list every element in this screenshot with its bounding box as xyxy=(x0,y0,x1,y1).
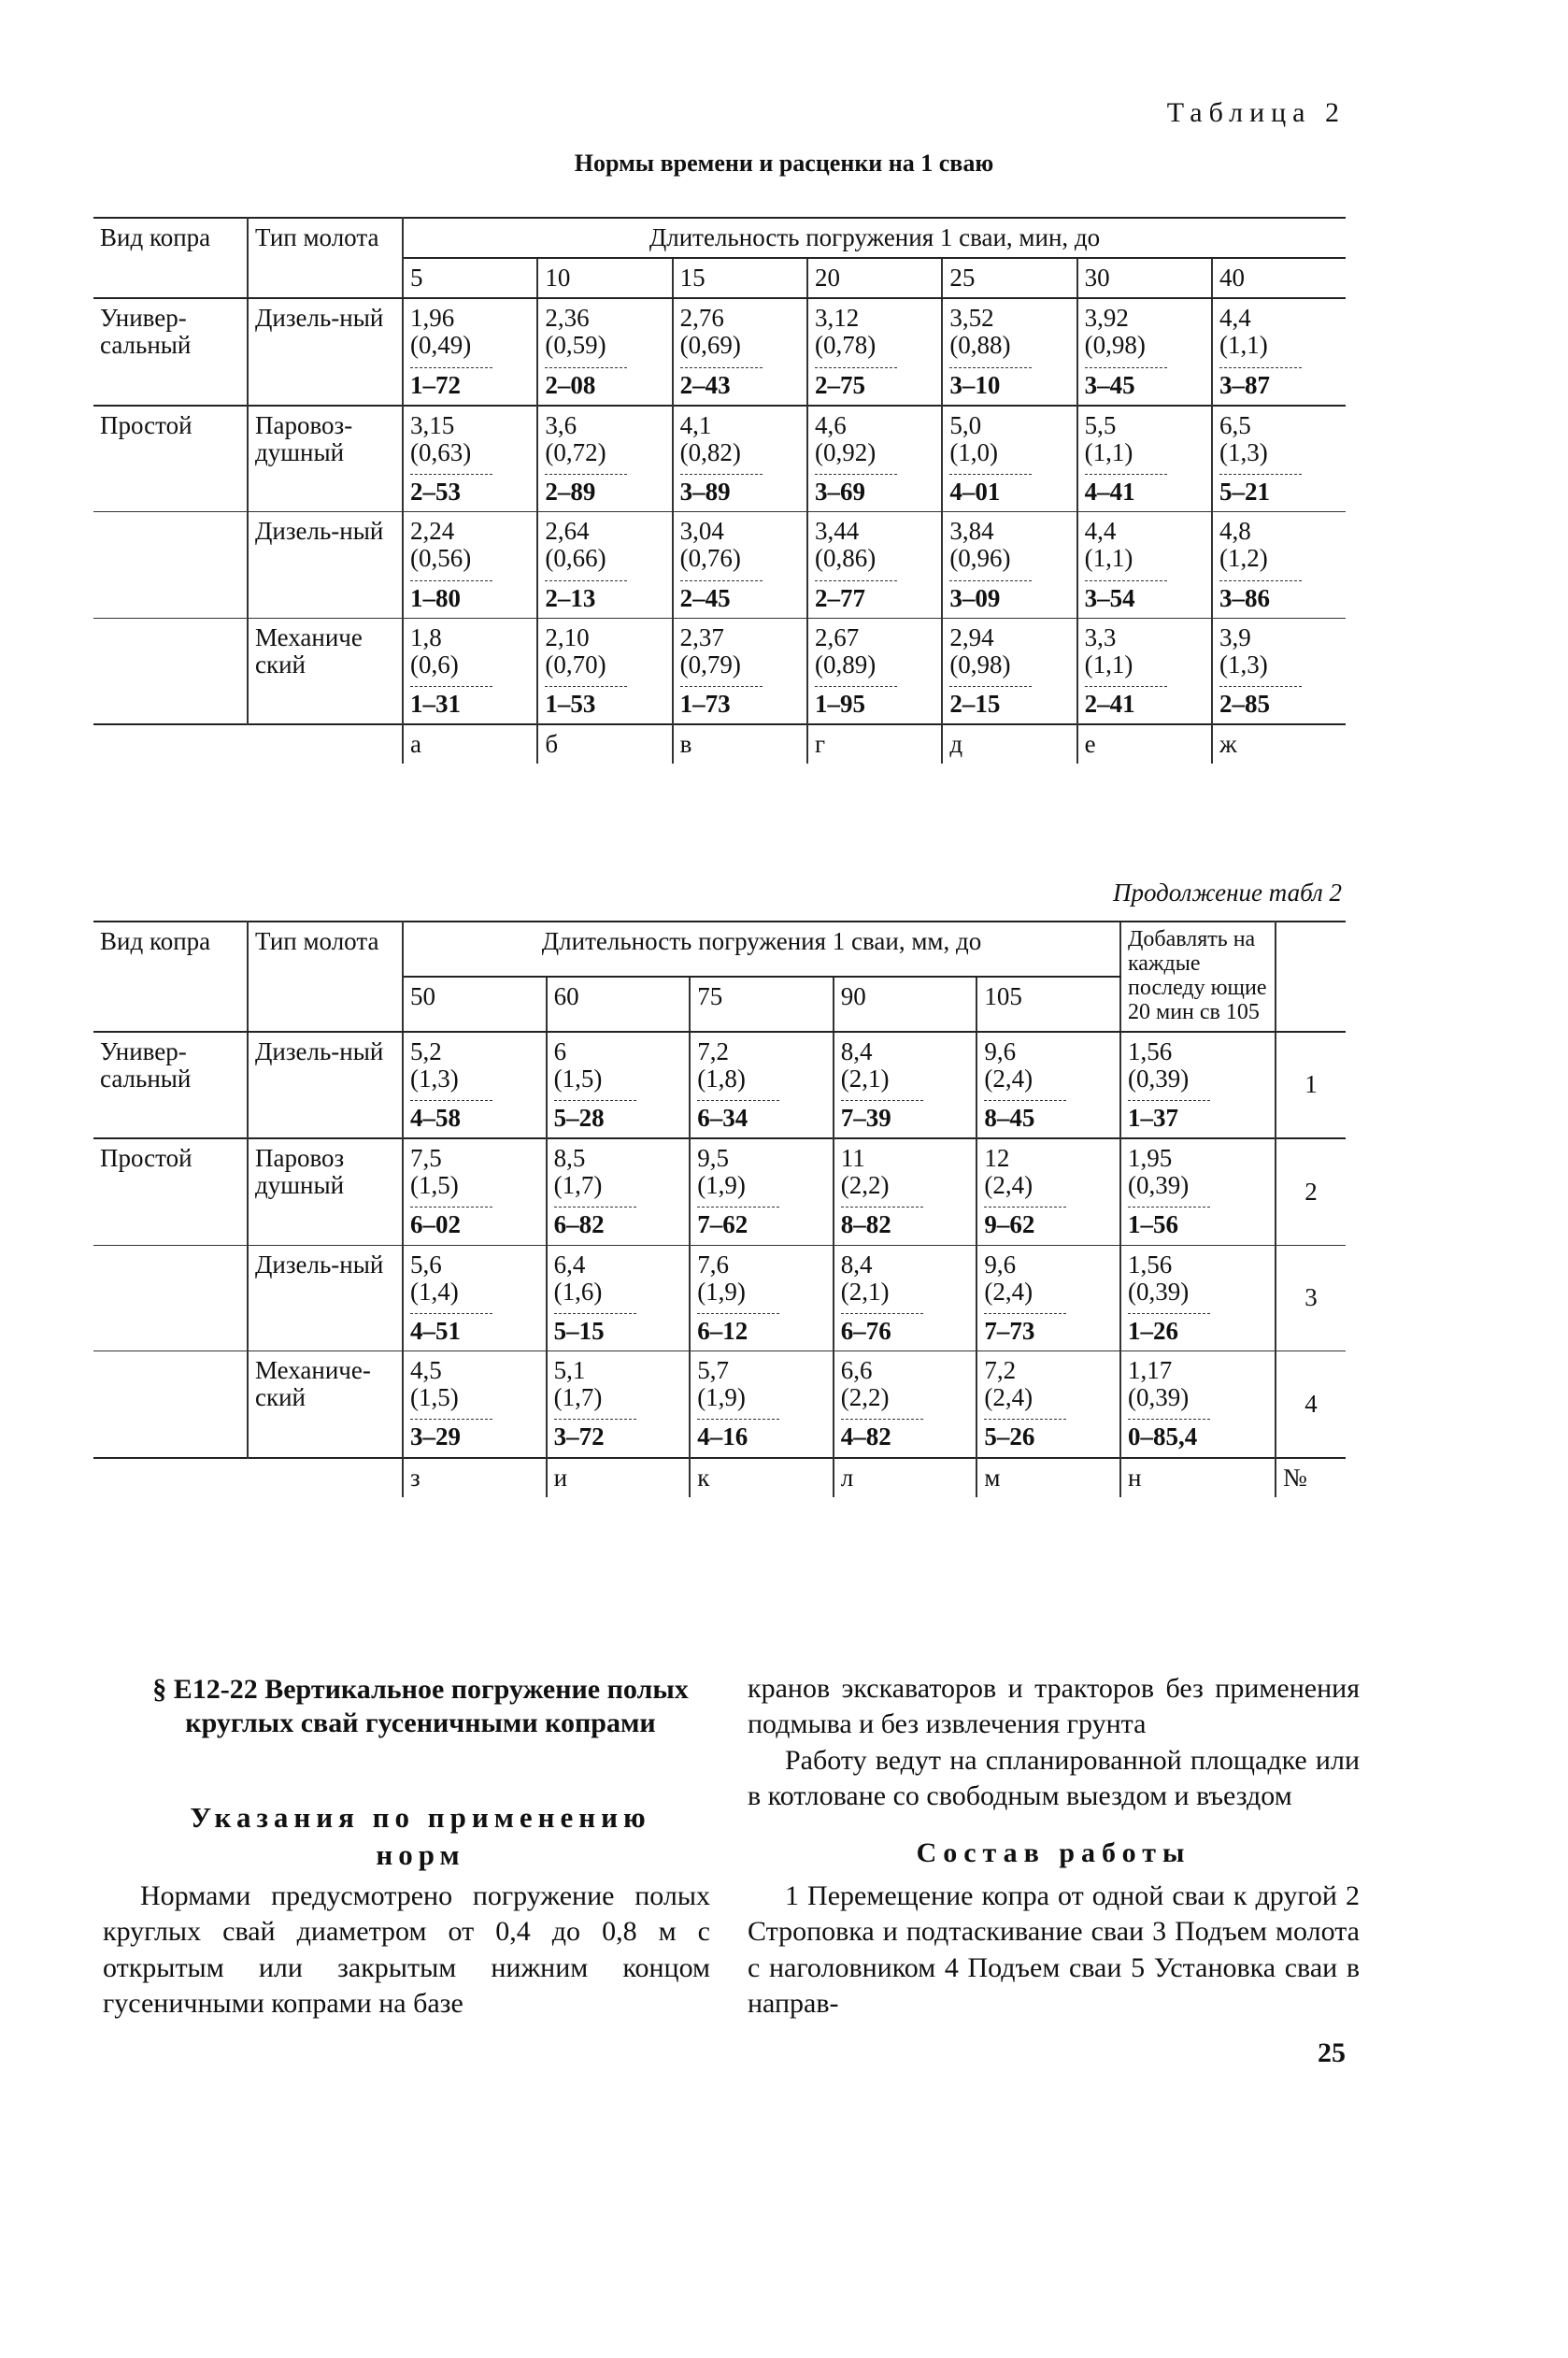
rate: 4–16 xyxy=(697,1419,779,1451)
letters-spacer xyxy=(93,1458,403,1497)
table-row xyxy=(93,618,1346,724)
time-norm: 7,5 xyxy=(410,1144,442,1173)
rate: 2–45 xyxy=(680,580,763,612)
time-norm: 6,4 xyxy=(553,1250,586,1279)
table-row xyxy=(93,1245,1346,1350)
kopr-type: Универ-сальный xyxy=(93,1032,248,1138)
machinist-norm: (2,2) xyxy=(840,1171,890,1200)
column-letter: к xyxy=(690,1458,834,1497)
hammer-type: Механиче-ский xyxy=(248,1351,403,1458)
rate: 3–09 xyxy=(949,580,1032,612)
machinist-norm: (0,78) xyxy=(814,331,877,360)
machinist-norm: (1,3) xyxy=(1219,650,1268,679)
machinist-norm: (0,63) xyxy=(410,437,472,466)
norm-cell xyxy=(976,1245,1120,1350)
norm-cell xyxy=(807,298,942,405)
norm-cell xyxy=(673,512,807,618)
machinist-norm: (1,5) xyxy=(410,1383,459,1412)
header-add-per-20min: Добавлять на каждые последу ющие 20 мин св 105 xyxy=(1120,922,1276,1032)
header-row-number xyxy=(1276,922,1346,1032)
machinist-norm: (0,88) xyxy=(949,331,1011,360)
rate: 4–51 xyxy=(410,1313,492,1345)
duration-value: 25 xyxy=(942,258,1076,298)
machinist-norm: (1,8) xyxy=(697,1064,746,1093)
paragraph-work-steps: 1 Перемещение копра от одной сваи к другой 2 Строповка и подтаскивание сваи 3 Подъем молота с наголовником 4 Подъем сваи 5 Установка сваи в направ- xyxy=(748,1879,1360,2020)
time-norm: 2,10 xyxy=(545,622,590,651)
header-duration: Длительность погружения 1 сваи, мин, до xyxy=(403,218,1346,258)
table-row xyxy=(93,406,1346,512)
norm-cell xyxy=(690,1245,834,1350)
row-number: 1 xyxy=(1276,1032,1346,1138)
norm-cell xyxy=(807,512,942,618)
time-norm: 9,6 xyxy=(984,1250,1017,1279)
time-norm: 8,4 xyxy=(840,1036,873,1065)
machinist-norm: (2,1) xyxy=(840,1277,890,1306)
time-norm: 9,6 xyxy=(984,1036,1017,1065)
duration-value: 50 xyxy=(403,977,547,1032)
machinist-norm: (2,4) xyxy=(984,1277,1033,1306)
norm-cell xyxy=(403,512,537,618)
norms-table-part2 xyxy=(93,921,1346,1497)
time-norm: 4,6 xyxy=(814,410,847,439)
rate: 1–95 xyxy=(815,686,897,718)
rate: 1–26 xyxy=(1128,1313,1210,1345)
header-duration: Длительность погружения 1 сваи, мм, до xyxy=(403,922,1120,977)
time-norm: 9,5 xyxy=(697,1144,729,1173)
rate: 2–43 xyxy=(680,367,763,399)
rate: 2–85 xyxy=(1219,686,1302,718)
machinist-norm: (2,4) xyxy=(984,1064,1033,1093)
duration-value: 20 xyxy=(807,258,942,298)
norm-cell xyxy=(1120,1032,1276,1138)
time-norm: 3,44 xyxy=(814,517,860,546)
machinist-norm: (0,49) xyxy=(410,331,472,360)
column-letter: з xyxy=(403,1458,547,1497)
rate: 2–08 xyxy=(545,367,627,399)
column-letter: г xyxy=(807,724,942,764)
kopr-type xyxy=(93,1245,248,1350)
machinist-norm: (0,39) xyxy=(1128,1171,1190,1200)
table-row xyxy=(93,1032,1346,1138)
rate: 1–56 xyxy=(1128,1207,1210,1238)
column-letter: № xyxy=(1276,1458,1346,1497)
machinist-norm: (0,82) xyxy=(679,437,741,466)
machinist-norm: (1,5) xyxy=(553,1064,603,1093)
time-norm: 1,17 xyxy=(1128,1356,1173,1385)
norm-cell xyxy=(547,1032,691,1138)
time-norm: 5,1 xyxy=(553,1356,586,1385)
time-norm: 11 xyxy=(840,1144,865,1173)
time-norm: 1,96 xyxy=(410,304,455,333)
column-letter: д xyxy=(942,724,1076,764)
rate: 6–12 xyxy=(697,1313,779,1345)
machinist-norm: (2,1) xyxy=(840,1064,890,1093)
time-norm: 8,4 xyxy=(840,1250,873,1279)
column-letters-row xyxy=(93,724,1346,764)
table2-body xyxy=(93,1032,1346,1458)
time-norm: 3,6 xyxy=(545,410,577,439)
norm-cell xyxy=(403,618,537,724)
machinist-norm: (0,59) xyxy=(545,331,606,360)
rate: 1–37 xyxy=(1128,1100,1210,1132)
machinist-norm: (1,7) xyxy=(553,1171,603,1200)
norm-cell xyxy=(1120,1245,1276,1350)
time-norm: 5,5 xyxy=(1084,410,1117,439)
column-letter: л xyxy=(834,1458,977,1497)
machinist-norm: (2,4) xyxy=(984,1383,1033,1412)
row-number: 4 xyxy=(1276,1351,1346,1458)
norm-cell xyxy=(834,1351,977,1458)
rate: 1–80 xyxy=(410,580,492,612)
norm-cell xyxy=(807,406,942,512)
norm-cell xyxy=(976,1138,1120,1245)
time-norm: 4,1 xyxy=(679,410,712,439)
machinist-norm: (0,39) xyxy=(1128,1064,1190,1093)
rate: 8–82 xyxy=(841,1207,923,1238)
rate: 4–01 xyxy=(949,474,1032,506)
rate: 2–13 xyxy=(545,580,627,612)
machinist-norm: (0,96) xyxy=(949,544,1011,573)
column-letter: е xyxy=(1077,724,1212,764)
time-norm: 3,3 xyxy=(1084,622,1117,651)
norm-cell xyxy=(673,618,807,724)
header-molot: Тип молота xyxy=(248,218,403,298)
machinist-norm: (2,2) xyxy=(840,1383,890,1412)
kopr-type: Простой xyxy=(93,406,248,512)
norm-cell xyxy=(834,1032,977,1138)
table-number-label: Таблица 2 xyxy=(1166,97,1346,128)
norm-cell xyxy=(1120,1138,1276,1245)
rate: 3–54 xyxy=(1085,580,1167,612)
table-row xyxy=(93,1138,1346,1245)
time-norm: 2,67 xyxy=(814,622,860,651)
machinist-norm: (0,89) xyxy=(814,650,877,679)
paragraph-site: Работу ведут на спланированной площадке или в котловане со свободным выездом и въездом xyxy=(748,1744,1360,1812)
column-letter: и xyxy=(547,1458,691,1497)
rate: 3–86 xyxy=(1219,580,1302,612)
machinist-norm: (1,5) xyxy=(410,1171,459,1200)
rate: 3–10 xyxy=(949,367,1032,399)
time-norm: 5,7 xyxy=(697,1356,729,1385)
header-molot: Тип молота xyxy=(248,922,403,1032)
table-row xyxy=(93,298,1346,405)
rate: 2–15 xyxy=(949,686,1032,718)
norm-cell xyxy=(690,1138,834,1245)
machinist-norm: (1,4) xyxy=(410,1277,459,1306)
rate: 2–77 xyxy=(815,580,897,612)
kopr-type xyxy=(93,512,248,618)
norm-cell xyxy=(942,618,1076,724)
rate: 4–41 xyxy=(1085,474,1167,506)
time-norm: 5,2 xyxy=(410,1036,442,1065)
machinist-norm: (1,7) xyxy=(553,1383,603,1412)
paragraph-norms: Нормами предусмотрено погружение полых круглых свай диаметром от 0,4 до 0,8 м с открытым или закрытым нижним концом гусеничными копрами на базе xyxy=(103,1880,710,2020)
time-norm: 2,36 xyxy=(545,304,590,333)
rate: 1–31 xyxy=(410,686,492,718)
rate: 3–87 xyxy=(1219,367,1302,399)
rate: 4–58 xyxy=(410,1100,492,1132)
machinist-norm: (0,56) xyxy=(410,544,472,573)
time-norm: 8,5 xyxy=(553,1144,586,1173)
time-norm: 2,94 xyxy=(949,622,994,651)
hammer-type: Паровоз-душный xyxy=(248,406,403,512)
rate: 6–02 xyxy=(410,1207,492,1238)
norm-cell xyxy=(403,1138,547,1245)
machinist-norm: (0,39) xyxy=(1128,1383,1190,1412)
machinist-norm: (0,6) xyxy=(410,650,459,679)
time-norm: 7,2 xyxy=(697,1036,729,1065)
machinist-norm: (1,3) xyxy=(1219,437,1268,466)
rate: 5–15 xyxy=(554,1313,636,1345)
machinist-norm: (0,66) xyxy=(545,544,606,573)
norm-cell xyxy=(1120,1351,1276,1458)
table-row xyxy=(93,1351,1346,1458)
rate: 3–72 xyxy=(554,1419,636,1451)
norm-cell xyxy=(403,1351,547,1458)
duration-value: 60 xyxy=(547,977,691,1032)
time-norm: 1,8 xyxy=(410,622,442,651)
duration-value: 10 xyxy=(537,258,672,298)
machinist-norm: (1,9) xyxy=(697,1277,746,1306)
table1-body xyxy=(93,298,1346,724)
machinist-norm: (0,86) xyxy=(814,544,877,573)
rate: 2–75 xyxy=(815,367,897,399)
hammer-type: Дизель-ный xyxy=(248,1032,403,1138)
norm-cell xyxy=(834,1138,977,1245)
norm-cell xyxy=(673,298,807,405)
header-kopr: Вид копра xyxy=(93,218,248,298)
time-norm: 12 xyxy=(984,1144,1010,1173)
norm-cell xyxy=(403,298,537,405)
left-column-text xyxy=(103,1879,710,2022)
machinist-norm: (0,76) xyxy=(679,544,741,573)
time-norm: 5,6 xyxy=(410,1250,442,1279)
rate: 1–53 xyxy=(545,686,627,718)
norm-cell xyxy=(1077,298,1212,405)
norm-cell xyxy=(942,406,1076,512)
duration-value: 75 xyxy=(690,977,834,1032)
time-norm: 4,5 xyxy=(410,1356,442,1385)
time-norm: 1,56 xyxy=(1128,1036,1173,1065)
time-norm: 3,52 xyxy=(949,304,994,333)
norm-cell xyxy=(1212,618,1346,724)
machinist-norm: (0,79) xyxy=(679,650,741,679)
rate: 5–28 xyxy=(554,1100,636,1132)
kopr-type: Простой xyxy=(93,1138,248,1245)
norm-cell xyxy=(976,1032,1120,1138)
rate: 4–82 xyxy=(841,1419,923,1451)
norm-cell xyxy=(1212,512,1346,618)
column-letter: в xyxy=(673,724,807,764)
rate: 3–89 xyxy=(680,474,763,506)
machinist-norm: (1,9) xyxy=(697,1171,746,1200)
letters-spacer xyxy=(93,724,403,764)
norm-cell xyxy=(807,618,942,724)
column-letter: а xyxy=(403,724,537,764)
rate: 2–53 xyxy=(410,474,492,506)
rate: 9–62 xyxy=(984,1207,1066,1238)
kopr-type xyxy=(93,1351,248,1458)
time-norm: 5,0 xyxy=(949,410,982,439)
hammer-type: Дизель-ный xyxy=(248,1245,403,1350)
header-kopr: Вид копра xyxy=(93,922,248,1032)
time-norm: 2,24 xyxy=(410,517,455,546)
duration-value: 90 xyxy=(834,977,977,1032)
work-composition-heading: Состав работы xyxy=(916,1836,1191,1868)
machinist-norm: (1,6) xyxy=(553,1277,603,1306)
row-number: 2 xyxy=(1276,1138,1346,1245)
column-letter: м xyxy=(976,1458,1120,1497)
machinist-norm: (1,1) xyxy=(1219,331,1268,360)
time-norm: 3,92 xyxy=(1084,304,1129,333)
norm-cell xyxy=(537,298,672,405)
time-norm: 3,9 xyxy=(1219,622,1251,651)
rate: 2–41 xyxy=(1085,686,1167,718)
norm-cell xyxy=(547,1138,691,1245)
duration-value: 30 xyxy=(1077,258,1212,298)
rate: 3–69 xyxy=(815,474,897,506)
rate: 3–29 xyxy=(410,1419,492,1451)
norm-cell xyxy=(1077,512,1212,618)
machinist-norm: (0,70) xyxy=(545,650,606,679)
hammer-type: Паровоз душный xyxy=(248,1138,403,1245)
rate: 7–73 xyxy=(984,1313,1066,1345)
time-norm: 4,8 xyxy=(1219,517,1251,546)
duration-value: 15 xyxy=(673,258,807,298)
norm-cell xyxy=(690,1032,834,1138)
norm-cell xyxy=(976,1351,1120,1458)
kopr-type xyxy=(93,618,248,724)
duration-value: 40 xyxy=(1212,258,1346,298)
kopr-type: Универ-сальный xyxy=(93,298,248,405)
column-letter: б xyxy=(537,724,672,764)
row-number: 3 xyxy=(1276,1245,1346,1350)
table-row xyxy=(93,512,1346,618)
time-norm: 7,2 xyxy=(984,1356,1017,1385)
norm-cell xyxy=(547,1245,691,1350)
norm-cell xyxy=(537,406,672,512)
hammer-type: Дизель-ный xyxy=(248,512,403,618)
norm-cell xyxy=(834,1245,977,1350)
rate: 5–21 xyxy=(1219,474,1302,506)
paragraph-continuation: кранов экскаваторов и тракторов без применения подмыва и без извлечения грунта xyxy=(748,1673,1360,1740)
rate: 6–76 xyxy=(841,1313,923,1345)
norm-cell xyxy=(1077,406,1212,512)
duration-value: 5 xyxy=(403,258,537,298)
machinist-norm: (1,1) xyxy=(1084,650,1133,679)
rate: 2–89 xyxy=(545,474,627,506)
norm-cell xyxy=(537,512,672,618)
time-norm: 2,64 xyxy=(545,517,590,546)
rate: 1–73 xyxy=(680,686,763,718)
rate: 7–39 xyxy=(841,1100,923,1132)
machinist-norm: (0,69) xyxy=(679,331,741,360)
machinist-norm: (0,72) xyxy=(545,437,606,466)
norm-cell xyxy=(403,1032,547,1138)
rate: 6–82 xyxy=(554,1207,636,1238)
time-norm: 3,04 xyxy=(679,517,724,546)
time-norm: 6,6 xyxy=(840,1356,873,1385)
duration-value: 105 xyxy=(976,977,1120,1032)
machinist-norm: (2,4) xyxy=(984,1171,1033,1200)
norm-cell xyxy=(690,1351,834,1458)
machinist-norm: (1,9) xyxy=(697,1383,746,1412)
machinist-norm: (1,3) xyxy=(410,1064,459,1093)
machinist-norm: (1,2) xyxy=(1219,544,1268,573)
machinist-norm: (1,1) xyxy=(1084,544,1133,573)
time-norm: 6 xyxy=(553,1036,567,1065)
time-norm: 6,5 xyxy=(1219,410,1251,439)
norm-cell xyxy=(547,1351,691,1458)
machinist-norm: (0,92) xyxy=(814,437,877,466)
norm-cell xyxy=(1212,298,1346,405)
time-norm: 7,6 xyxy=(697,1250,729,1279)
rate: 3–45 xyxy=(1085,367,1167,399)
norm-cell xyxy=(537,618,672,724)
continuation-label: Продолжение табл 2 xyxy=(1112,879,1342,907)
machinist-norm: (0,39) xyxy=(1128,1277,1190,1306)
norm-cell xyxy=(942,298,1076,405)
time-norm: 4,4 xyxy=(1084,517,1117,546)
time-norm: 3,12 xyxy=(814,304,860,333)
machinist-norm: (1,0) xyxy=(949,437,999,466)
machinist-norm: (0,98) xyxy=(949,650,1011,679)
table-caption: Нормы времени и расценки на 1 сваю xyxy=(574,150,994,177)
norm-cell xyxy=(942,512,1076,618)
machinist-norm: (1,1) xyxy=(1084,437,1133,466)
time-norm: 1,95 xyxy=(1128,1144,1173,1173)
norm-cell xyxy=(1212,406,1346,512)
rate: 6–34 xyxy=(697,1100,779,1132)
section-subtitle: Указания по применению норм xyxy=(190,1801,651,1872)
norm-cell xyxy=(403,1245,547,1350)
norm-cell xyxy=(403,406,537,512)
norm-cell xyxy=(673,406,807,512)
column-letter: н xyxy=(1120,1458,1276,1497)
time-norm: 1,56 xyxy=(1128,1250,1173,1279)
norms-table-part1 xyxy=(93,217,1346,764)
section-title: § Е12-22 Вертикальное погружение полых круглых свай гусеничными копрами xyxy=(152,1674,689,1738)
time-norm: 3,15 xyxy=(410,410,455,439)
column-letter: ж xyxy=(1212,724,1346,764)
rate: 1–72 xyxy=(410,367,492,399)
time-norm: 2,76 xyxy=(679,304,724,333)
right-column-text xyxy=(748,1671,1360,2022)
machinist-norm: (0,98) xyxy=(1084,331,1146,360)
rate: 5–26 xyxy=(984,1419,1066,1451)
time-norm: 4,4 xyxy=(1219,304,1251,333)
page-number: 25 xyxy=(1318,2037,1346,2068)
norm-cell xyxy=(1077,618,1212,724)
rate: 7–62 xyxy=(697,1207,779,1238)
column-letters-row xyxy=(93,1458,1346,1497)
rate: 8–45 xyxy=(984,1100,1066,1132)
hammer-type: Дизель-ный xyxy=(248,298,403,405)
time-norm: 2,37 xyxy=(679,622,724,651)
time-norm: 3,84 xyxy=(949,517,994,546)
rate: 0–85,4 xyxy=(1128,1419,1210,1451)
hammer-type: Механиче ский xyxy=(248,618,403,724)
